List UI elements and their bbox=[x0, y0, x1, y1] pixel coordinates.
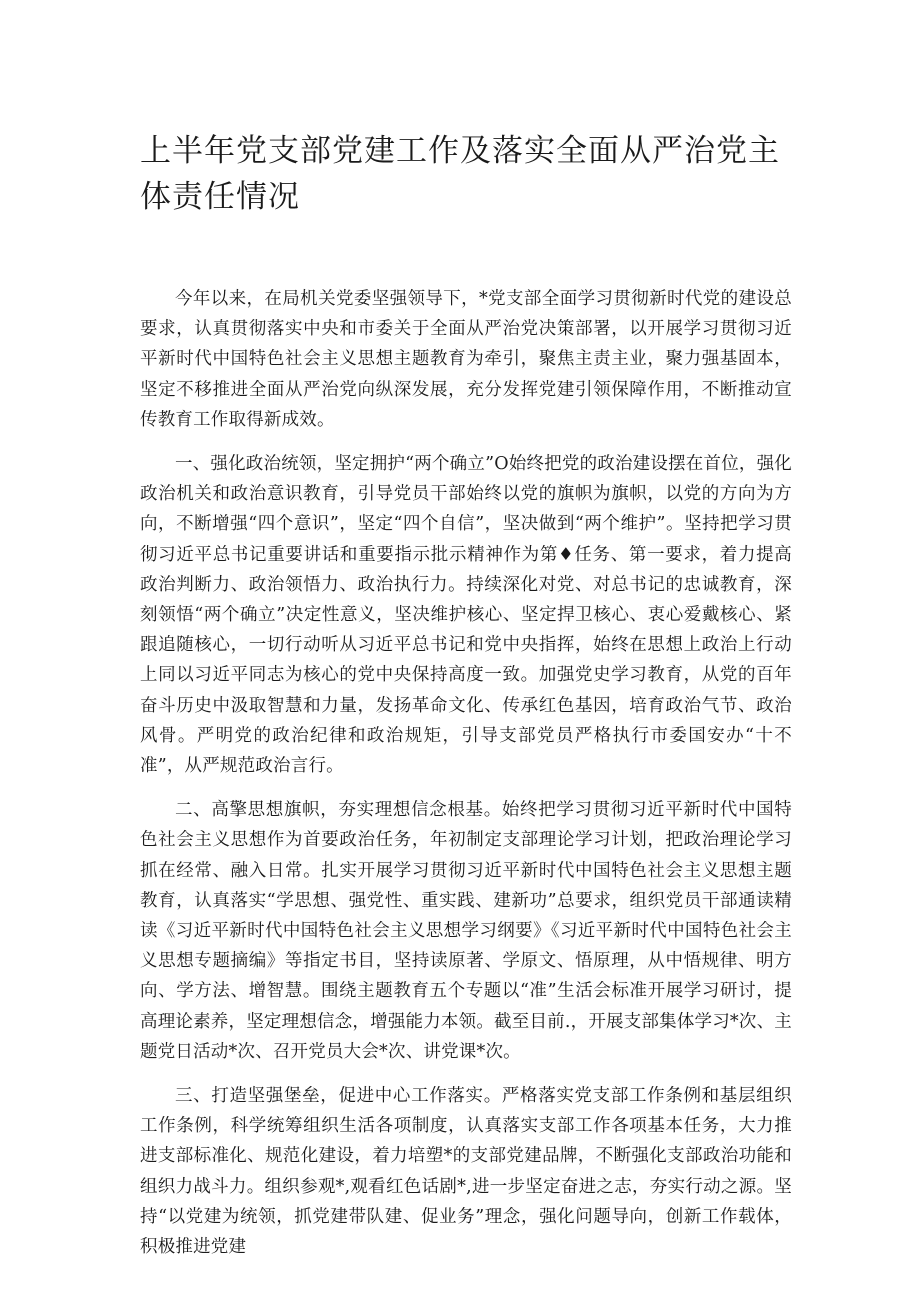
paragraph-section-2: 二、高擎思想旗帜，夯实理想信念根基。始终把学习贯彻习近平新时代中国特色社会主义思想作为首要政治任务，年初制定支部理论学习计划，把政治理论学习抓在经常、融入日常。扎实开展学习贯彻习近平新时代中国特色社会主义思想主题教育，认真落实“学思想、强党性、重实践、建新功”总要求，组织党员干部通读精读《习近平新时代中国特色社会主义思想学习纲要》《习近平新时代中国特色社会主义思想专题摘编》等指定书目，坚持读原著、学原文、悟原理，从中悟规律、明方向、学方法、增智慧。围绕主题教育五个专题以“准”生活会标准开展学习研讨，提高理论素养，坚定理想信念，增强能力本领。截至目前.，开展支部集体学习*次、主题党日活动*次、召开党员大会*次、讲党课*次。 bbox=[140, 800, 792, 1062]
document-body bbox=[140, 284, 792, 1276]
document-title: 上半年党支部党建工作及落实全面从严治党主体责任情况 bbox=[140, 133, 780, 215]
paragraph-section-3: 三、打造坚强堡垒，促进中心工作落实。严格落实党支部工作条例和基层组织工作条例，科学统筹组织生活各项制度，认真落实支部工作各项基本任务，大力推进支部标准化、规范化建设，着力培塑*的支部党建品牌，不断强化支部政治功能和组织力战斗力。组织参观*,观看红色话剧*,进一步坚定奋进之志，夯实行动之源。坚持“以党建为统领，抓党建带队建、促业务”理念，强化问题导向，创新工作载体，积极推进党建 bbox=[140, 1086, 792, 1258]
paragraph-section-1: 一、强化政治统领，坚定拥护“两个确立”O始终把党的政治建设摆在首位，强化政治机关和政治意识教育，引导党员干部始终以党的旗帜为旗帜，以党的方向为方向，不断增强“四个意识”，坚定“四个自信”，坚决做到“两个维护”。坚持把学习贯彻习近平总书记重要讲话和重要指示批示精神作为第♦任务、第一要求，着力提高政治判断力、政治领悟力、政治执行力。持续深化对党、对总书记的忠诚教育，深刻领悟“两个确立”决定性意义，坚决维护核心、坚定捍卫核心、衷心爱戴核心、紧跟追随核心，一切行动听从习近平总书记和党中央指挥，始终在思想上政治上行动上同以习近平同志为核心的党中央保持高度一致。加强党史学习教育，从党的百年奋斗历史中汲取智慧和力量，发扬革命文化、传承红色基因，培育政治气节、政治风骨。严明党的政治纪律和政治规矩，引导支部党员严格执行市委国安办“十不准”，从严规范政治言行。 bbox=[140, 454, 792, 777]
paragraph-intro: 今年以来，在局机关党委坚强领导下，*党支部全面学习贯彻新时代党的建设总要求，认真贯彻落实中央和市委关于全面从严治党决策部署，以开展学习贯彻习近平新时代中国特色社会主义思想主题教育为牵引，聚焦主责主业，聚力强基固本，坚定不移推进全面从严治党向纵深发展，充分发挥党建引领保障作用，不断推动宣传教育工作取得新成效。 bbox=[140, 289, 792, 430]
